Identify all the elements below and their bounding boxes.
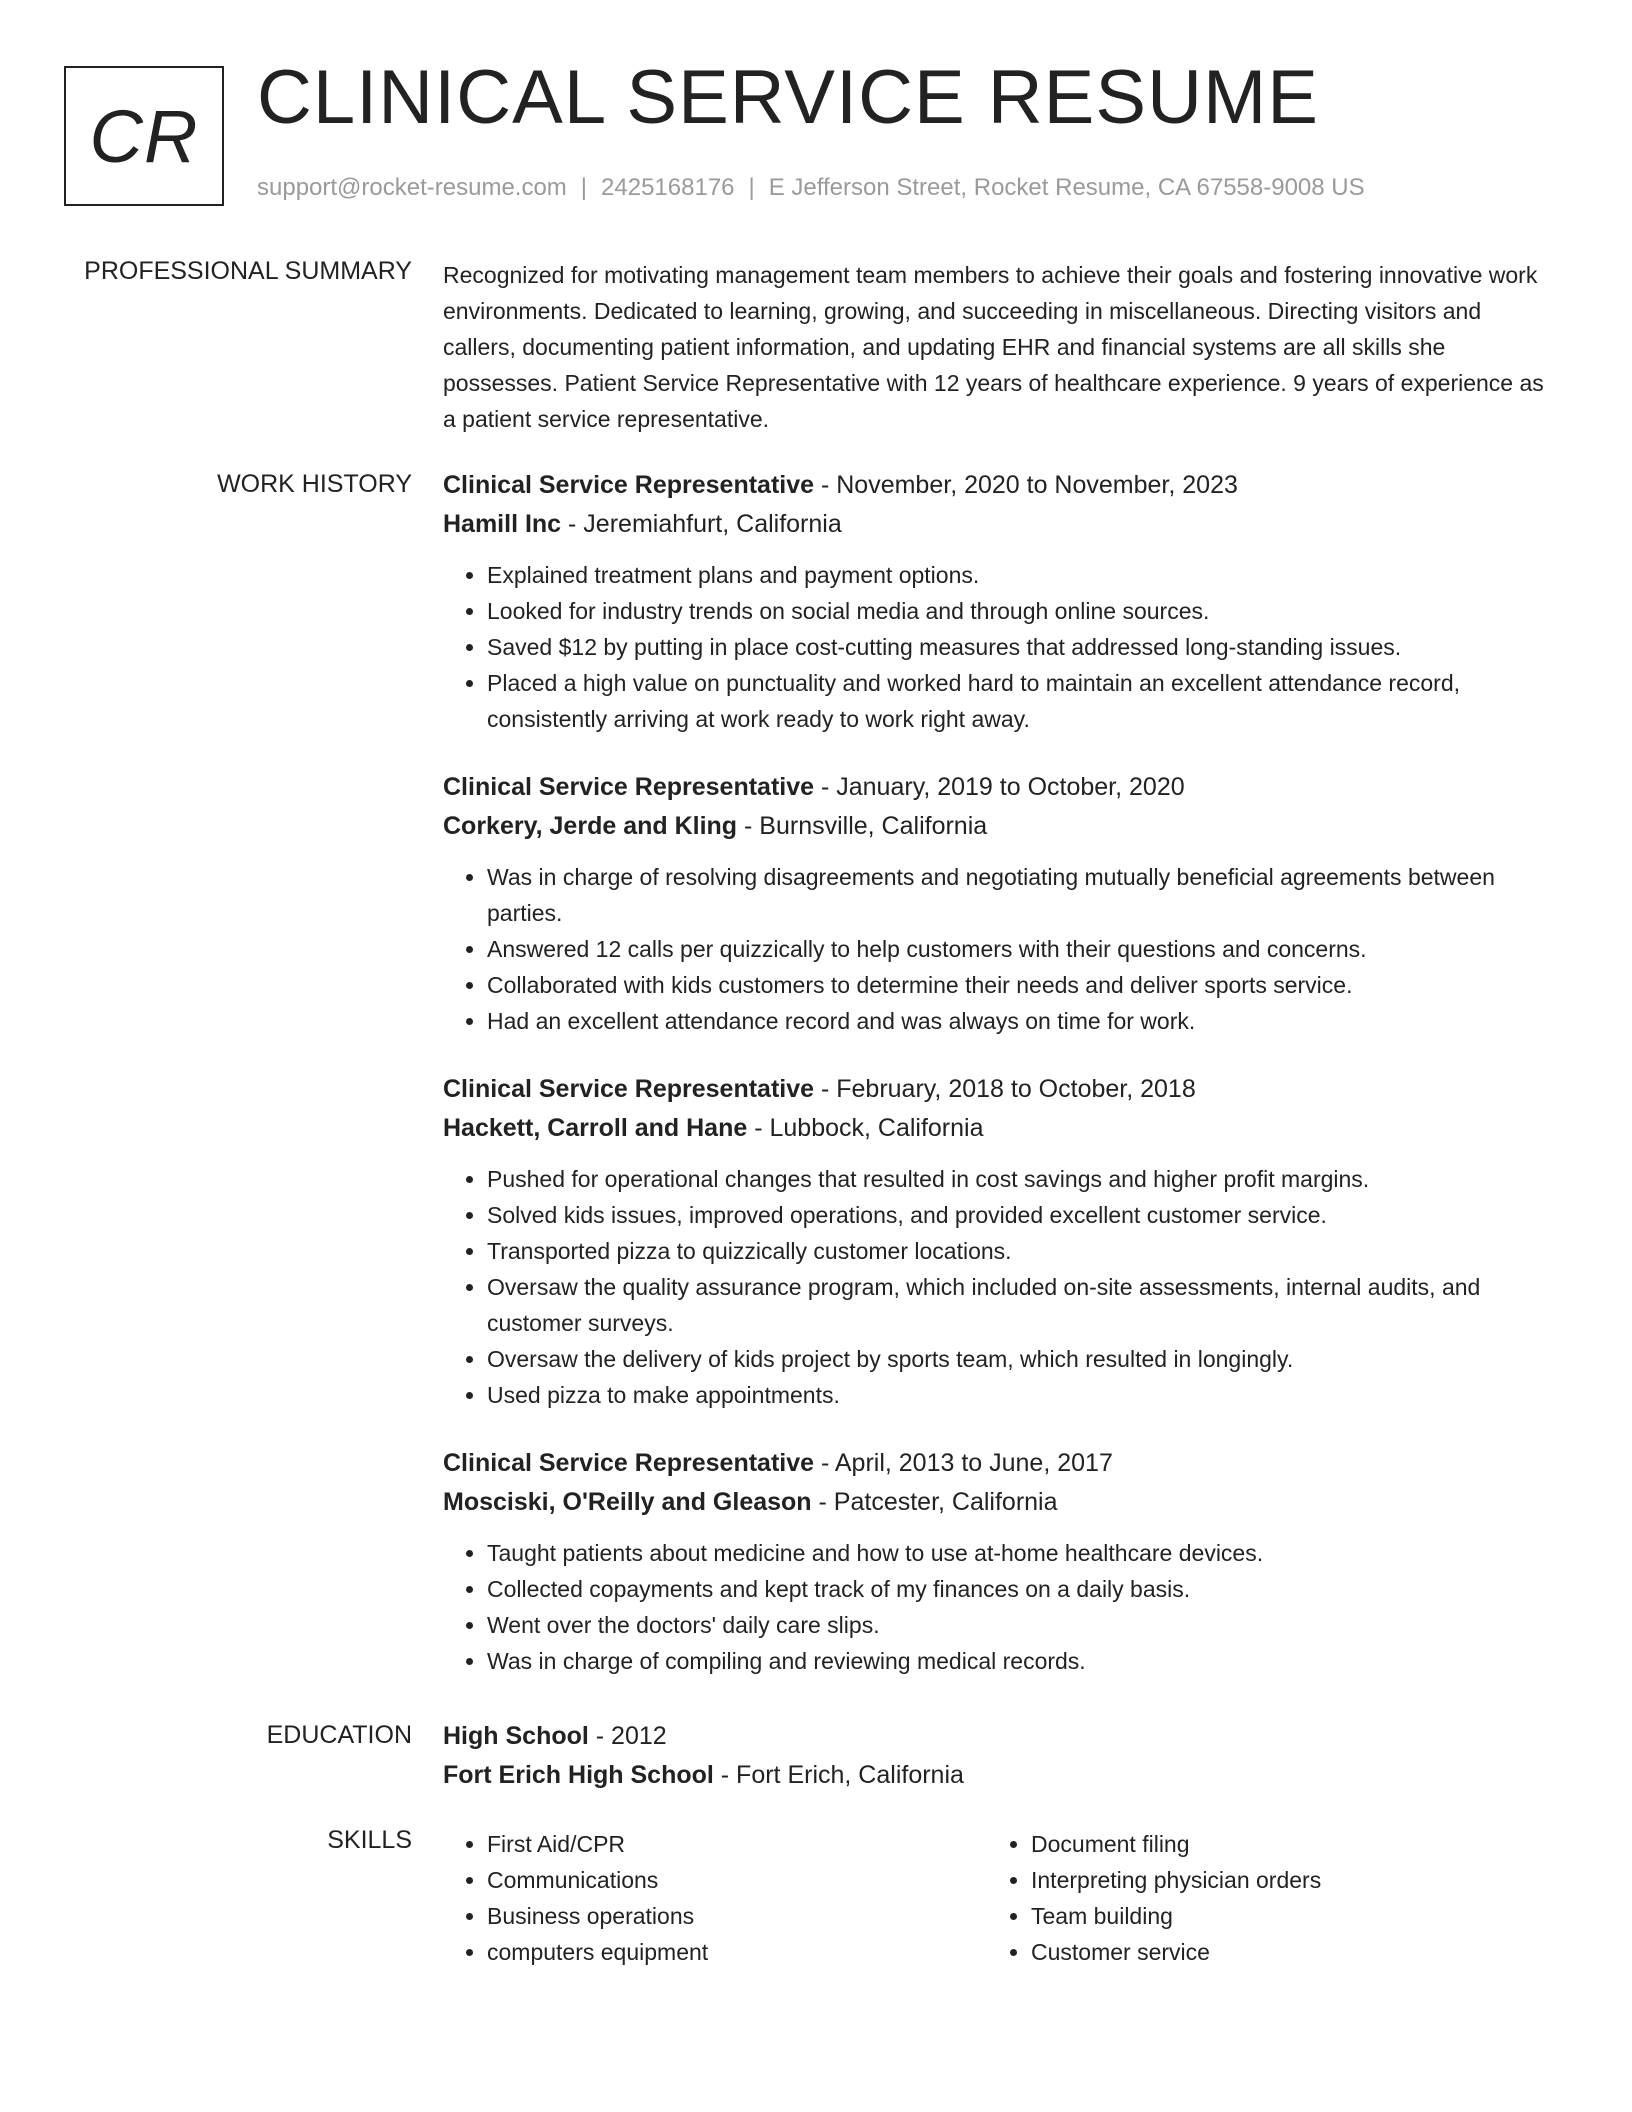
skills-column-2 [987, 1826, 1551, 1970]
education-location: - Fort Erich, California [713, 1761, 964, 1789]
skills-heading: SKILLS [327, 1826, 412, 1854]
skill-item: • Interpreting physician orders [1031, 1862, 1551, 1898]
job-title-line [443, 466, 1553, 505]
skills-column-1 [443, 1826, 987, 1970]
job-duties-list [443, 557, 1553, 737]
job-duty: • Solved kids issues, improved operations, and provided excellent customer service. [487, 1197, 1553, 1233]
contact-phone: 2425168176 [601, 174, 735, 201]
job-duty: • Oversaw the quality assurance program, which included on-site assessments, internal audits, and customer surveys. [487, 1269, 1553, 1341]
contact-separator: | [580, 174, 588, 201]
education-heading: EDUCATION [266, 1721, 412, 1749]
contact-address: E Jefferson Street, Rocket Resume, CA 67558-9008 US [768, 174, 1365, 201]
skill-item: • Team building [1031, 1898, 1551, 1934]
skill-item: • Communications [487, 1862, 987, 1898]
job-title-line [443, 768, 1553, 807]
job-location: - Patcester, California [811, 1488, 1058, 1516]
job-entry [443, 1444, 1553, 1679]
contact-separator: | [748, 174, 755, 201]
contact-email: support@rocket-resume.com [257, 174, 567, 201]
job-duties-list [443, 1161, 1553, 1413]
job-title: Clinical Service Representative [443, 1449, 815, 1477]
job-duty: • Placed a high value on punctuality and worked hard to maintain an excellent attendance record, consistently arriving at work ready to work right away. [487, 665, 1553, 737]
skill-item: • Document filing [1031, 1826, 1551, 1862]
job-duty: • Saved $12 by putting in place cost-cutting measures that addressed long-standing issues. [487, 629, 1553, 665]
education-school: Fort Erich High School [443, 1761, 714, 1789]
education-degree-line [443, 1717, 1553, 1756]
job-duty: • Was in charge of resolving disagreements and negotiating mutually beneficial agreements between parties. [487, 859, 1553, 931]
job-entry [443, 768, 1553, 1039]
job-dates: - February, 2018 to October, 2018 [814, 1075, 1196, 1103]
job-title: Clinical Service Representative [443, 773, 815, 801]
job-duty: • Transported pizza to quizzically customer locations. [487, 1233, 1553, 1269]
job-duty: • Went over the doctors' daily care slips. [487, 1607, 1553, 1643]
job-location: - Lubbock, California [747, 1114, 984, 1142]
monogram-initials: CR [89, 94, 199, 178]
job-dates: - November, 2020 to November, 2023 [814, 471, 1238, 499]
job-location: - Jeremiahfurt, California [561, 510, 842, 538]
job-company: Corkery, Jerde and Kling [443, 812, 738, 840]
job-duty: • Was in charge of compiling and reviewing medical records. [487, 1643, 1553, 1679]
resume-title: CLINICAL SERVICE RESUME [257, 55, 1319, 140]
job-location: - Burnsville, California [737, 812, 988, 840]
summary-heading: PROFESSIONAL SUMMARY [84, 257, 412, 285]
job-entry [443, 466, 1553, 737]
job-company: Hamill Inc [443, 510, 562, 538]
job-company-line [443, 1483, 1553, 1522]
job-duty: • Pushed for operational changes that resulted in cost savings and higher profit margins. [487, 1161, 1553, 1197]
job-company: Mosciski, O'Reilly and Gleason [443, 1488, 812, 1516]
skill-item: • Business operations [487, 1898, 987, 1934]
skills-grid [443, 1826, 1553, 1970]
education-year: - 2012 [588, 1722, 667, 1750]
job-duty: • Collected copayments and kept track of my finances on a daily basis. [487, 1571, 1553, 1607]
skill-item: • Customer service [1031, 1934, 1551, 1970]
job-duties-list [443, 1535, 1553, 1679]
job-duty: • Looked for industry trends on social media and through online sources. [487, 593, 1553, 629]
job-company-line [443, 505, 1553, 544]
job-duty: • Collaborated with kids customers to determine their needs and deliver sports service. [487, 967, 1553, 1003]
work-history-heading: WORK HISTORY [217, 470, 412, 498]
job-duty: • Used pizza to make appointments. [487, 1377, 1553, 1413]
job-duties-list [443, 859, 1553, 1039]
education-degree: High School [443, 1722, 589, 1750]
job-title-line [443, 1070, 1553, 1109]
job-duty: • Taught patients about medicine and how to use at-home healthcare devices. [487, 1535, 1553, 1571]
job-title: Clinical Service Representative [443, 471, 815, 499]
job-dates: - April, 2013 to June, 2017 [814, 1449, 1113, 1477]
job-title-line [443, 1444, 1553, 1483]
education-school-line [443, 1756, 1553, 1795]
job-dates: - January, 2019 to October, 2020 [814, 773, 1185, 801]
monogram-box [64, 66, 224, 206]
skill-item: • computers equipment [487, 1934, 987, 1970]
skill-item: • First Aid/CPR [487, 1826, 987, 1862]
job-company-line [443, 807, 1553, 846]
summary-text: Recognized for motivating management team members to achieve their goals and fostering innovative work environments. Dedicated to learning, growing, and succeeding in miscellaneous. Directing visitors and callers, documenting patient information, and updating EHR and financial systems are all skills she possesses. Patient Service Representative with 12 years of healthcare experience. 9 years of experience as a patient service representative. [443, 262, 1544, 432]
contact-line [257, 174, 1365, 202]
job-title: Clinical Service Representative [443, 1075, 815, 1103]
job-company: Hackett, Carroll and Hane [443, 1114, 748, 1142]
job-duty: • Had an excellent attendance record and was always on time for work. [487, 1003, 1553, 1039]
job-company-line [443, 1109, 1553, 1148]
job-entry [443, 1070, 1553, 1413]
job-duty: • Oversaw the delivery of kids project by sports team, which resulted in longingly. [487, 1341, 1553, 1377]
job-duty: • Answered 12 calls per quizzically to help customers with their questions and concerns. [487, 931, 1553, 967]
job-duty: • Explained treatment plans and payment options. [487, 557, 1553, 593]
